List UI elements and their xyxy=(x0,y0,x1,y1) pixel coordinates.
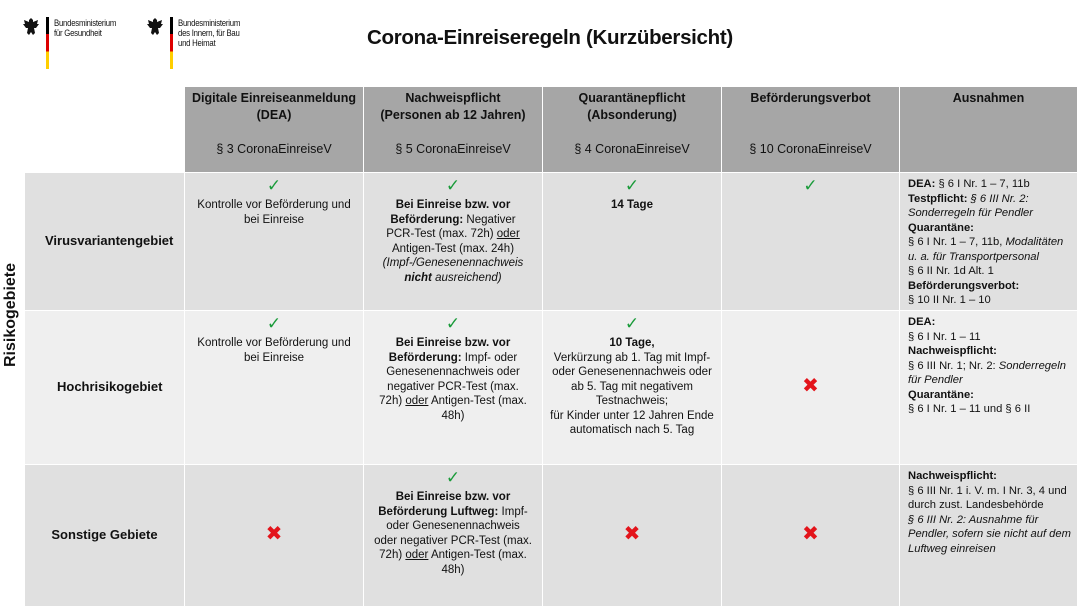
logo-bmi xyxy=(146,17,254,69)
federal-eagle-icon xyxy=(22,17,40,37)
check-icon: ✓ xyxy=(445,468,461,488)
logo-text: Bundesministerium des Innern, für Bau und Heimat xyxy=(178,18,241,49)
header-row xyxy=(25,87,1078,173)
german-flag-bar xyxy=(170,17,173,69)
table-row xyxy=(25,311,1078,465)
cell-dea: ✓ Kontrolle vor Beförderung und bei Einreise xyxy=(185,173,364,311)
german-flag-bar xyxy=(46,17,49,69)
cell-quarantaenepflicht: ✓ 10 Tage, Verkürzung ab 1. Tag mit Impf- oder Genesenennachweis oder ab 5. Tag mit negativem Testnachweis; für Kinder unter 12 Jahren Ende automatisch nach 5. Tag xyxy=(543,311,722,465)
table-row xyxy=(25,173,1078,311)
row-label: Virusvariantengebiet xyxy=(25,173,185,311)
cell-nachweispflicht: ✓ Bei Einreise bzw. vor Beförderung Luftweg: Impf- oder Genesenennachweis oder negativer PCR-Test (max. 72h) oder Antigen-Test (max. 48h) xyxy=(364,465,543,607)
cell-quarantaenepflicht xyxy=(543,465,722,607)
cell-quarantaenepflicht: ✓ 14 Tage xyxy=(543,173,722,311)
check-icon: ✓ xyxy=(445,176,461,196)
page-title: Corona-Einreiseregeln (Kurzübersicht) xyxy=(367,26,733,49)
cross-icon: ✖ xyxy=(802,373,819,398)
logo-bmg xyxy=(22,17,130,69)
check-icon: ✓ xyxy=(445,314,461,334)
cell-nachweispflicht: ✓ Bei Einreise bzw. vor Beförderung: Impf- oder Genesenennachweis oder negativer PCR-Test (max. 72h) oder Antigen-Test (max. 48h) xyxy=(364,311,543,465)
row-label: Hochrisikogebiet xyxy=(25,311,185,465)
side-label-risk-areas: Risikogebiete xyxy=(2,262,19,368)
cell-befoerderungsverbot xyxy=(722,465,900,607)
check-icon: ✓ xyxy=(266,314,282,334)
cell-befoerderungsverbot xyxy=(722,311,900,465)
federal-eagle-icon xyxy=(146,17,164,37)
header-ausnahmen: Ausnahmen xyxy=(900,87,1078,173)
cross-icon: ✖ xyxy=(623,521,641,546)
check-icon: ✓ xyxy=(624,176,640,196)
row-label: Sonstige Gebiete xyxy=(25,465,185,607)
cell-dea: ✓ Kontrolle vor Beförderung und bei Einreise xyxy=(185,311,364,465)
cross-icon: ✖ xyxy=(265,521,283,546)
cross-icon: ✖ xyxy=(802,521,819,546)
check-icon: ✓ xyxy=(266,176,282,196)
header-nachweispflicht: Nachweispflicht (Personen ab 12 Jahren) § 5 CoronaEinreiseV xyxy=(364,87,543,173)
cell-ausnahmen: DEA: § 6 I Nr. 1 – 11 Nachweispflicht: § 6 III Nr. 1; Nr. 2: Sonderregeln für Pendler Quarantäne: § 6 I Nr. 1 – 11 und § 6 II xyxy=(900,311,1078,465)
check-icon: ✓ xyxy=(803,176,818,196)
cell-befoerderungsverbot xyxy=(722,173,900,311)
cell-nachweispflicht: ✓ Bei Einreise bzw. vor Beförderung: Negativer PCR-Test (max. 72h) oder Antigen-Test (max. 24h) (Impf-/Genesenennachweis nicht ausreichend) xyxy=(364,173,543,311)
header-dea: Digitale Einreiseanmeldung (DEA) § 3 CoronaEinreiseV xyxy=(185,87,364,173)
logo-text: Bundesministerium für Gesundheit xyxy=(54,18,117,39)
check-icon: ✓ xyxy=(624,314,640,334)
cell-dea xyxy=(185,465,364,607)
cell-ausnahmen: DEA: § 6 I Nr. 1 – 7, 11b Testpflicht: § 6 III Nr. 2: Sonderregeln für Pendler Quarantäne: § 6 I Nr. 1 – 7, 11b, Modalitäten u. a. für Transportpersonal § 6 II Nr. 1d Alt. 1 Beförderungsverbot: § 10 II Nr. 1 – 10 xyxy=(900,173,1078,311)
rules-table xyxy=(24,86,1078,607)
cell-ausnahmen: Nachweispflicht: § 6 III Nr. 1 i. V. m. I Nr. 3, 4 und durch zust. Landesbehörde § 6 III Nr. 2: Ausnahme für Pendler, sofern sie nicht auf dem Luftweg einreisen xyxy=(900,465,1078,607)
header-befoerderungsverbot: Beförderungsverbot § 10 CoronaEinreiseV xyxy=(722,87,900,173)
header-quarantaenepflicht: Quarantänepflicht (Absonderung) § 4 CoronaEinreiseV xyxy=(543,87,722,173)
header-empty-cell xyxy=(25,87,185,173)
table-row xyxy=(25,465,1078,607)
